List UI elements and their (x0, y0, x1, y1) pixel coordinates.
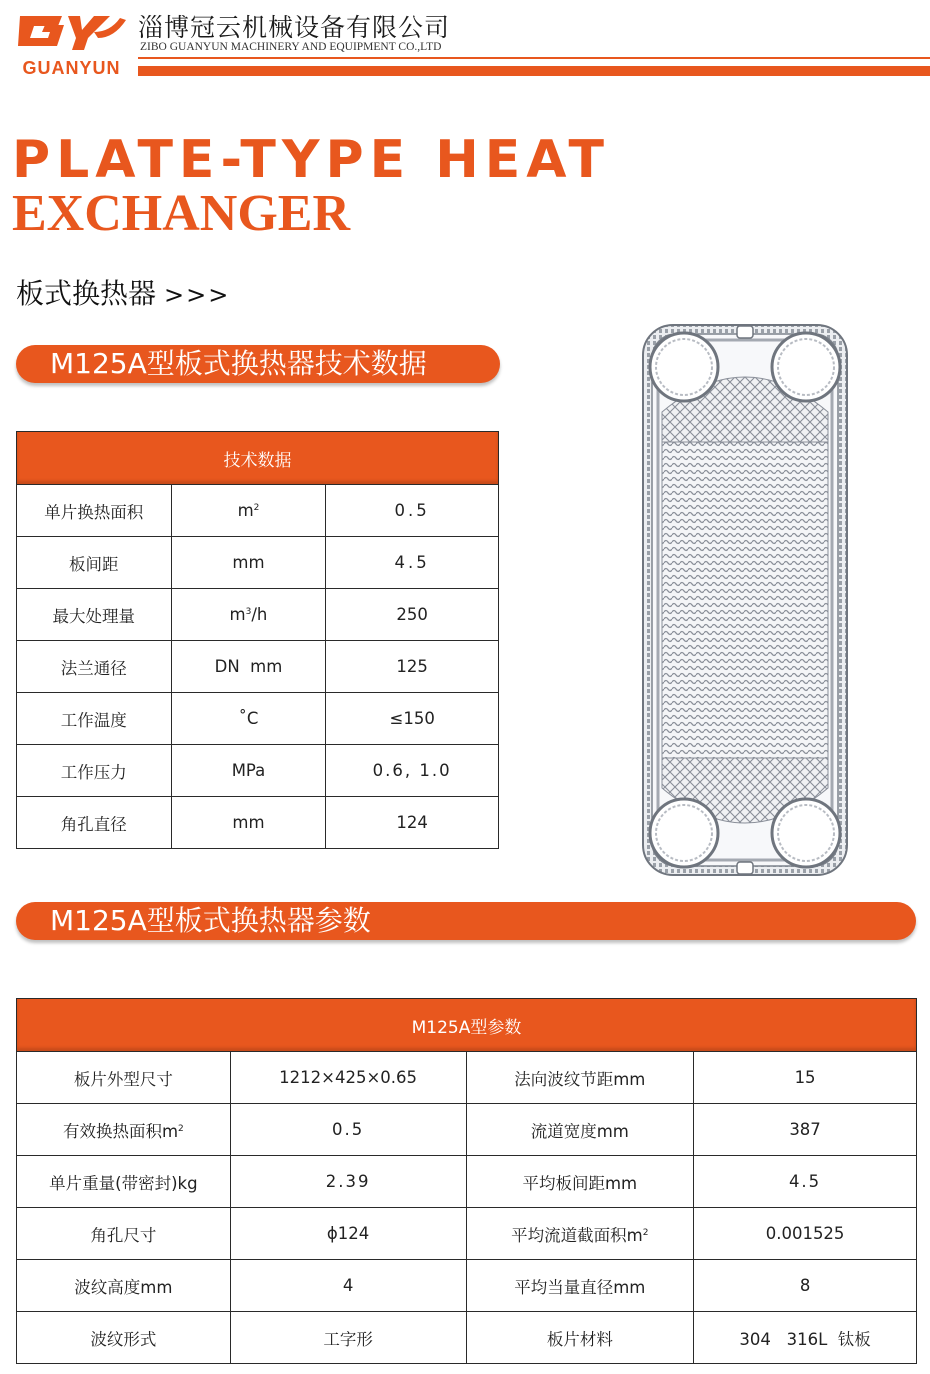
row-value: 250 (326, 589, 499, 641)
param-name: 有效换热面积$m^2$ (17, 1104, 231, 1156)
header-divider-thin (138, 57, 930, 59)
table-row (17, 589, 499, 641)
table-row (17, 537, 499, 589)
row-value: 4.5 (326, 537, 499, 589)
param-value: ϕ124 (230, 1208, 466, 1260)
table-header: M125A型参数 (17, 999, 917, 1052)
row-unit: MPa (171, 745, 326, 797)
row-unit: mm (171, 797, 326, 849)
param-name: 流道宽度mm (466, 1104, 694, 1156)
subtitle-arrows: >>> (164, 281, 231, 309)
table-header: 技术数据 (17, 432, 499, 485)
param-value: 15 (694, 1052, 917, 1104)
parameters-table (16, 998, 917, 1364)
param-value: 0.001525 (694, 1208, 917, 1260)
param-value: 387 (694, 1104, 917, 1156)
company-logo (14, 8, 129, 80)
page-title-line2: EXCHANGER (12, 185, 351, 242)
param-name: 板片外型尺寸 (17, 1052, 231, 1104)
plate-illustration-icon (640, 322, 850, 878)
param-name: 平均流道截面积$m^2$ (466, 1208, 694, 1260)
param-name: 波纹高度mm (17, 1260, 231, 1312)
param-name: 波纹形式 (17, 1312, 231, 1364)
row-unit: $m^3/h$ (171, 589, 326, 641)
tech-data-table (16, 431, 499, 849)
logo-mark-icon (14, 8, 129, 58)
row-name: 工作压力 (17, 745, 172, 797)
param-value: 4 (230, 1260, 466, 1312)
row-value: 125 (326, 641, 499, 693)
param-value: 工字形 (230, 1312, 466, 1364)
row-unit: $m^2$ (171, 485, 326, 537)
page-subtitle (16, 272, 230, 312)
param-value: 0.5 (230, 1104, 466, 1156)
table-header-row (17, 432, 499, 485)
row-value: 0.6, 1.0 (326, 745, 499, 797)
page-title-line1: PLATE-TYPE HEAT (12, 130, 610, 190)
param-name: 平均板间距mm (466, 1156, 694, 1208)
row-unit: ˚C (171, 693, 326, 745)
row-name: 法兰通径 (17, 641, 172, 693)
param-value: 1212×425×0.65 (230, 1052, 466, 1104)
row-name: 板间距 (17, 537, 172, 589)
row-name: 单片换热面积 (17, 485, 172, 537)
table-row (17, 1260, 917, 1312)
row-name: 角孔直径 (17, 797, 172, 849)
table-row (17, 1312, 917, 1364)
row-unit: mm (171, 537, 326, 589)
table-row (17, 1156, 917, 1208)
table-header-row (17, 999, 917, 1052)
row-value: 0.5 (326, 485, 499, 537)
section-title-tech-data: M125A型板式换热器技术数据 (16, 345, 500, 383)
section-title-parameters: M125A型板式换热器参数 (16, 902, 916, 940)
table-row (17, 693, 499, 745)
param-name: 平均当量直径mm (466, 1260, 694, 1312)
row-name: 最大处理量 (17, 589, 172, 641)
param-value: 2.39 (230, 1156, 466, 1208)
param-name: 板片材料 (466, 1312, 694, 1364)
param-name: 法向波纹节距mm (466, 1052, 694, 1104)
logo-wordmark: GUANYUN (22, 58, 121, 78)
param-value: 304 316L 钛板 (694, 1312, 917, 1364)
heat-exchanger-plate-image (640, 322, 850, 878)
table-row (17, 797, 499, 849)
table-row (17, 745, 499, 797)
table-row (17, 1052, 917, 1104)
table-row (17, 485, 499, 537)
company-name-en: ZIBO GUANYUN MACHINERY AND EQUIPMENT CO.,LTD (140, 41, 442, 53)
row-value: 124 (326, 797, 499, 849)
header-divider-thick (138, 66, 930, 76)
row-unit: DN mm (171, 641, 326, 693)
param-name: 单片重量(带密封)kg (17, 1156, 231, 1208)
row-value: ≤150 (326, 693, 499, 745)
subtitle-text: 板式换热器 (16, 277, 157, 310)
table-row (17, 1104, 917, 1156)
table-row (17, 641, 499, 693)
param-name: 角孔尺寸 (17, 1208, 231, 1260)
row-name: 工作温度 (17, 693, 172, 745)
company-name-cn: 淄博冠云机械设备有限公司 (138, 13, 451, 42)
table-row (17, 1208, 917, 1260)
param-value: 4.5 (694, 1156, 917, 1208)
param-value: 8 (694, 1260, 917, 1312)
